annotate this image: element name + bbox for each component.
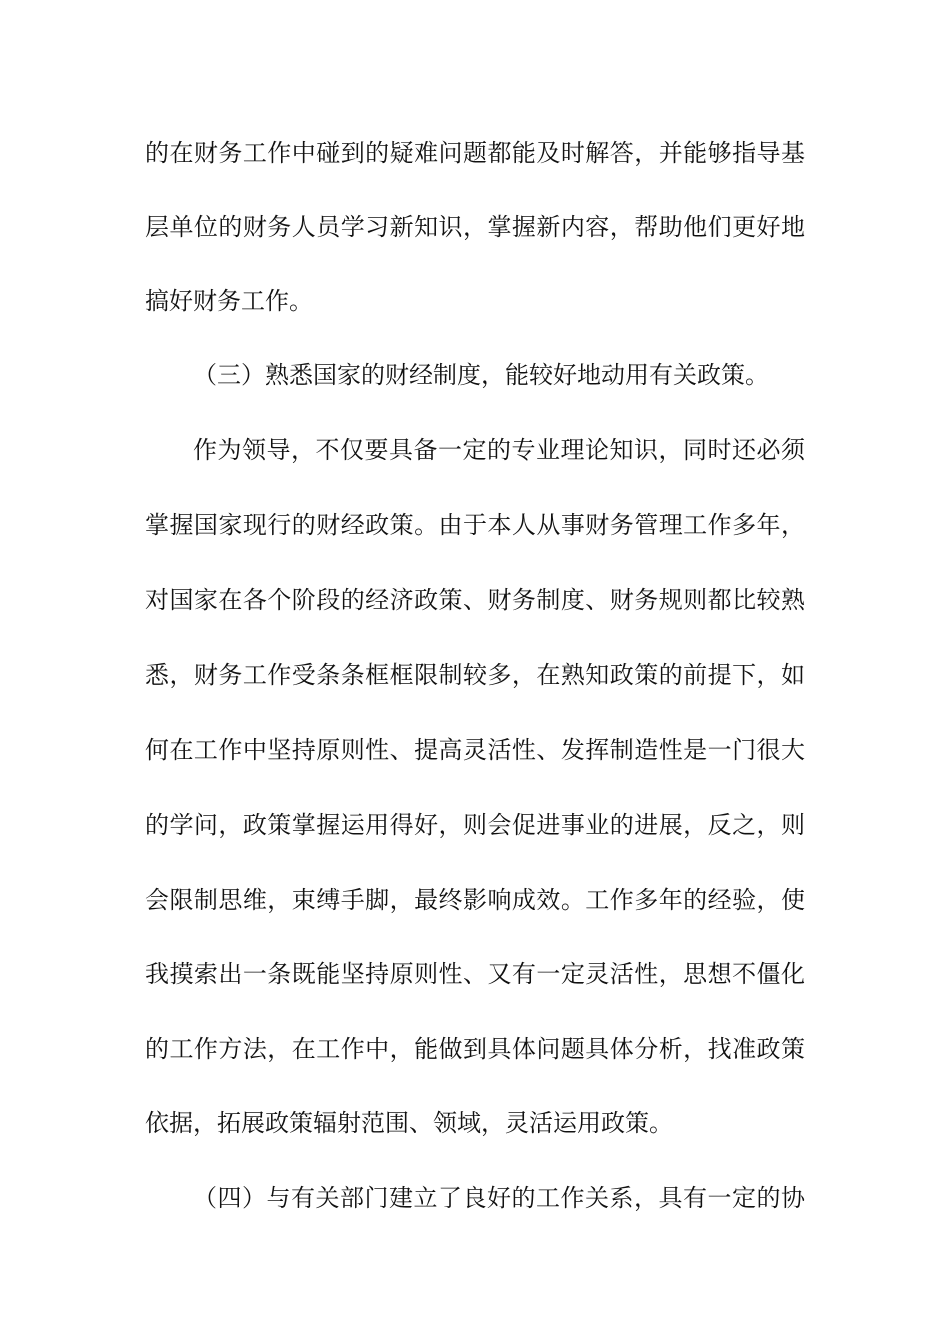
text-line-11: 会限制思维，束缚手脚，最终影响成效。工作多年的经验，使 [145, 886, 805, 914]
text-line-1: 的在财务工作中碰到的疑难问题都能及时解答，并能够指导基 [145, 139, 805, 167]
text-line-6: 掌握国家现行的财经政策。由于本人从事财务管理工作多年， [145, 511, 805, 539]
text-line-2: 层单位的财务人员学习新知识，掌握新内容，帮助他们更好地 [145, 213, 805, 241]
text-line-7: 对国家在各个阶段的经济政策、财务制度、财务规则都比较熟 [145, 586, 805, 614]
text-line-9: 何在工作中坚持原则性、提高灵活性、发挥制造性是一门很大 [145, 736, 805, 764]
text-line-3: 搞好财务工作。 [145, 287, 313, 315]
text-line-5: 作为领导，不仅要具备一定的专业理论知识，同时还必须 [193, 436, 805, 464]
text-line-10: 的学问，政策掌握运用得好，则会促进事业的进展，反之，则 [145, 811, 805, 839]
text-line-14: 依据，拓展政策辐射范围、领域，灵活运用政策。 [145, 1109, 673, 1137]
text-line-12: 我摸索出一条既能坚持原则性、又有一定灵活性，思想不僵化 [145, 960, 805, 988]
text-line-8: 悉，财务工作受条条框框限制较多，在熟知政策的前提下，如 [145, 661, 805, 689]
section-heading-3: （三）熟悉国家的财经制度，能较好地动用有关政策。 [193, 361, 769, 389]
text-line-13: 的工作方法，在工作中，能做到具体问题具体分析，找准政策 [145, 1035, 805, 1063]
section-heading-4: （四）与有关部门建立了良好的工作关系，具有一定的协 [193, 1184, 805, 1212]
